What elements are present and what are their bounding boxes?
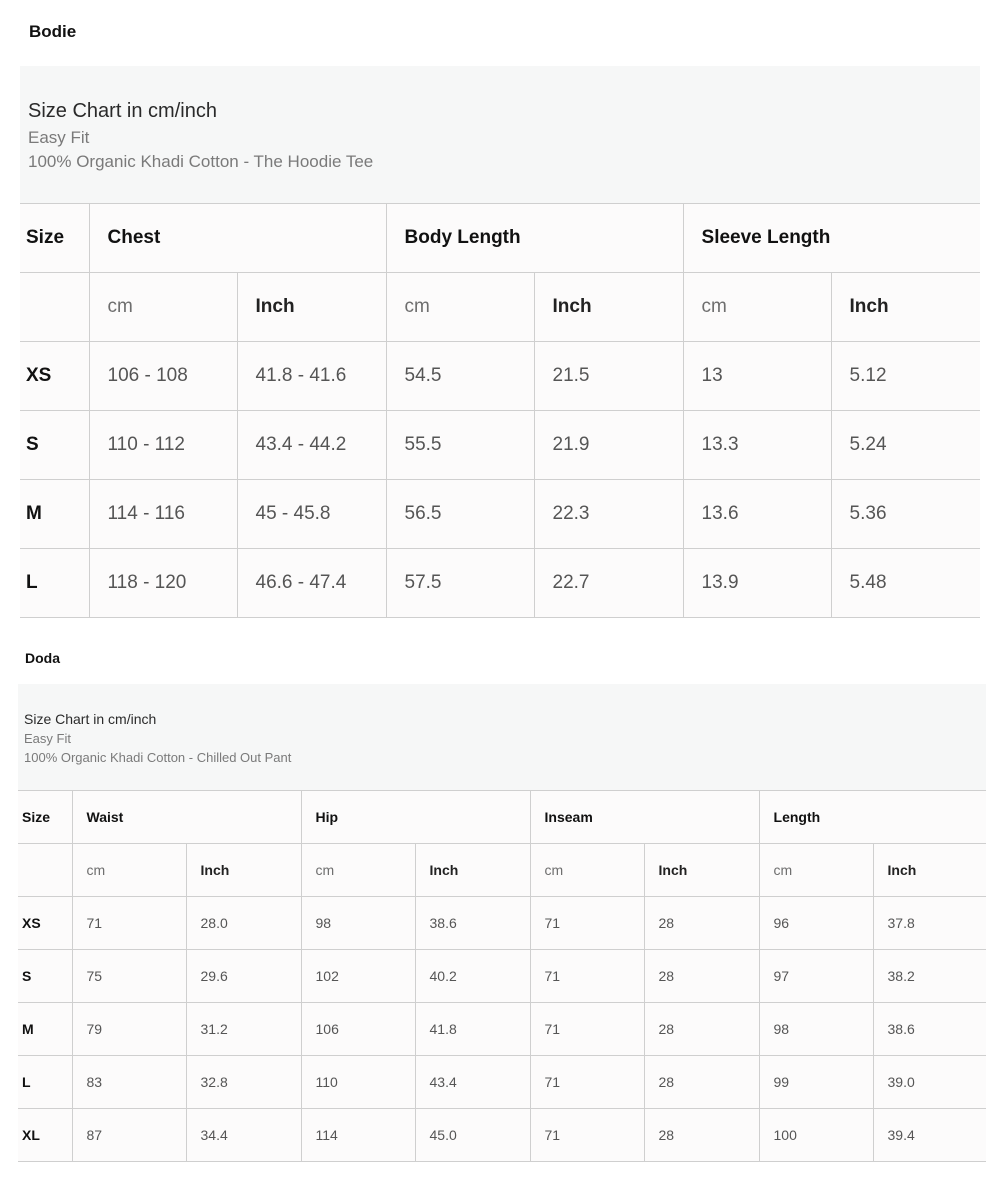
unit-inch-header: Inch	[534, 273, 683, 342]
value-cell: 5.48	[831, 549, 980, 618]
value-cell: 71	[530, 1003, 644, 1056]
value-cell: 71	[530, 1056, 644, 1109]
product-label: 100% Organic Khadi Cotton - Chilled Out Pant	[24, 750, 292, 765]
table-row	[20, 480, 980, 549]
table-header-row	[20, 204, 980, 273]
unit-cm-header: cm	[530, 844, 644, 897]
value-cell: 22.3	[534, 480, 683, 549]
unit-header-row	[20, 273, 980, 342]
size-header: Size	[20, 204, 89, 273]
table-row	[20, 549, 980, 618]
value-cell: 22.7	[534, 549, 683, 618]
value-cell: 71	[72, 897, 186, 950]
column-group-header: Inseam	[530, 791, 759, 844]
value-cell: 38.2	[873, 950, 986, 1003]
value-cell: 41.8	[415, 1003, 530, 1056]
value-cell: 118 - 120	[89, 549, 237, 618]
size-chart-header-doda	[18, 684, 986, 790]
value-cell: 5.36	[831, 480, 980, 549]
unit-inch-header: Inch	[237, 273, 386, 342]
value-cell: 43.4	[415, 1056, 530, 1109]
empty-cell	[20, 273, 89, 342]
section-title-doda: Doda	[25, 650, 60, 666]
value-cell: 40.2	[415, 950, 530, 1003]
table-row	[20, 411, 980, 480]
value-cell: 45.0	[415, 1109, 530, 1162]
value-cell: 5.24	[831, 411, 980, 480]
table-header-row	[18, 791, 986, 844]
size-table-doda	[18, 790, 986, 1162]
value-cell: 43.4 - 44.2	[237, 411, 386, 480]
value-cell: 21.9	[534, 411, 683, 480]
value-cell: 38.6	[415, 897, 530, 950]
unit-cm-header: cm	[301, 844, 415, 897]
value-cell: 38.6	[873, 1003, 986, 1056]
empty-cell	[18, 844, 72, 897]
value-cell: 32.8	[186, 1056, 301, 1109]
value-cell: 99	[759, 1056, 873, 1109]
value-cell: 28	[644, 1109, 759, 1162]
size-cell: S	[20, 411, 89, 480]
value-cell: 114 - 116	[89, 480, 237, 549]
value-cell: 31.2	[186, 1003, 301, 1056]
size-cell: XS	[20, 342, 89, 411]
value-cell: 28.0	[186, 897, 301, 950]
value-cell: 98	[301, 897, 415, 950]
value-cell: 110	[301, 1056, 415, 1109]
size-chart-heading: Size Chart in cm/inch	[28, 100, 217, 122]
value-cell: 83	[72, 1056, 186, 1109]
value-cell: 46.6 - 47.4	[237, 549, 386, 618]
value-cell: 37.8	[873, 897, 986, 950]
value-cell: 5.12	[831, 342, 980, 411]
size-chart-heading: Size Chart in cm/inch	[24, 711, 157, 727]
fit-label: Easy Fit	[24, 731, 71, 746]
value-cell: 13.9	[683, 549, 831, 618]
size-chart-header-bodie	[20, 66, 980, 203]
column-group-header: Chest	[89, 204, 386, 273]
column-group-header: Waist	[72, 791, 301, 844]
column-group-header: Sleeve Length	[683, 204, 980, 273]
section-title-bodie: Bodie	[29, 22, 77, 41]
value-cell: 102	[301, 950, 415, 1003]
value-cell: 71	[530, 1109, 644, 1162]
value-cell: 98	[759, 1003, 873, 1056]
value-cell: 56.5	[386, 480, 534, 549]
size-cell: L	[20, 549, 89, 618]
value-cell: 87	[72, 1109, 186, 1162]
unit-inch-header: Inch	[186, 844, 301, 897]
unit-inch-header: Inch	[415, 844, 530, 897]
value-cell: 54.5	[386, 342, 534, 411]
unit-cm-header: cm	[386, 273, 534, 342]
column-group-header: Hip	[301, 791, 530, 844]
value-cell: 28	[644, 950, 759, 1003]
table-row	[18, 897, 986, 950]
value-cell: 57.5	[386, 549, 534, 618]
product-label: 100% Organic Khadi Cotton - The Hoodie Tee	[28, 152, 374, 171]
table-row	[18, 1056, 986, 1109]
value-cell: 106	[301, 1003, 415, 1056]
size-cell: M	[18, 1003, 72, 1056]
value-cell: 13	[683, 342, 831, 411]
value-cell: 28	[644, 1056, 759, 1109]
value-cell: 71	[530, 950, 644, 1003]
table-row	[18, 950, 986, 1003]
value-cell: 96	[759, 897, 873, 950]
table-row	[18, 1003, 986, 1056]
value-cell: 45 - 45.8	[237, 480, 386, 549]
value-cell: 28	[644, 1003, 759, 1056]
value-cell: 39.4	[873, 1109, 986, 1162]
column-group-header: Length	[759, 791, 986, 844]
size-cell: XL	[18, 1109, 72, 1162]
unit-inch-header: Inch	[644, 844, 759, 897]
value-cell: 34.4	[186, 1109, 301, 1162]
value-cell: 75	[72, 950, 186, 1003]
value-cell: 55.5	[386, 411, 534, 480]
size-header: Size	[18, 791, 72, 844]
value-cell: 29.6	[186, 950, 301, 1003]
table-row	[18, 1109, 986, 1162]
value-cell: 100	[759, 1109, 873, 1162]
column-group-header: Body Length	[386, 204, 683, 273]
unit-cm-header: cm	[72, 844, 186, 897]
value-cell: 21.5	[534, 342, 683, 411]
size-cell: XS	[18, 897, 72, 950]
unit-inch-header: Inch	[831, 273, 980, 342]
unit-cm-header: cm	[759, 844, 873, 897]
unit-cm-header: cm	[89, 273, 237, 342]
value-cell: 41.8 - 41.6	[237, 342, 386, 411]
value-cell: 114	[301, 1109, 415, 1162]
size-table-bodie	[20, 203, 980, 618]
value-cell: 28	[644, 897, 759, 950]
value-cell: 97	[759, 950, 873, 1003]
size-cell: M	[20, 480, 89, 549]
value-cell: 39.0	[873, 1056, 986, 1109]
unit-header-row	[18, 844, 986, 897]
value-cell: 79	[72, 1003, 186, 1056]
value-cell: 106 - 108	[89, 342, 237, 411]
value-cell: 13.6	[683, 480, 831, 549]
size-cell: S	[18, 950, 72, 1003]
size-cell: L	[18, 1056, 72, 1109]
value-cell: 13.3	[683, 411, 831, 480]
table-row	[20, 342, 980, 411]
value-cell: 71	[530, 897, 644, 950]
unit-cm-header: cm	[683, 273, 831, 342]
fit-label: Easy Fit	[28, 128, 90, 147]
value-cell: 110 - 112	[89, 411, 237, 480]
unit-inch-header: Inch	[873, 844, 986, 897]
